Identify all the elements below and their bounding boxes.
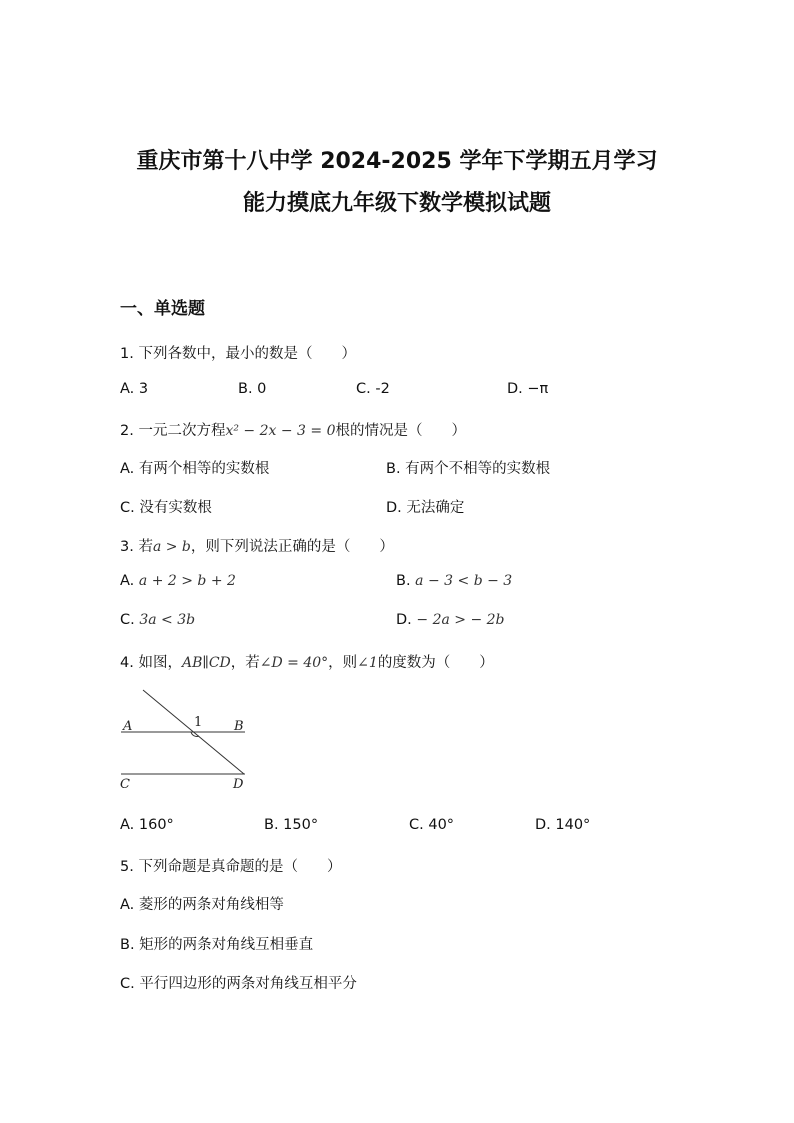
- question-1-stem: 1. 下列各数中，最小的数是（ ）: [120, 346, 356, 362]
- question-2-stem-prefix: 2. 一元二次方程: [120, 423, 226, 439]
- exam-title-line-2: 能力摸底九年级下数学模拟试题: [242, 191, 551, 216]
- question-3-option-a-label: A.: [120, 573, 135, 589]
- point-a-label: A: [123, 719, 133, 734]
- question-1-option-b: B. 0: [238, 381, 267, 397]
- question-4-stem-suffix: 的度数为（ ）: [377, 655, 494, 671]
- question-4-stem-mid2: ，则: [328, 655, 358, 671]
- question-3-option-b-label: B.: [396, 573, 411, 589]
- question-2-option-b: B. 有两个不相等的实数根: [386, 461, 551, 477]
- question-5-option-b: B. 矩形的两条对角线互相垂直: [120, 937, 314, 953]
- question-3-option-d: [396, 612, 505, 628]
- question-3-stem: [120, 535, 394, 556]
- question-4-option-c: C. 40°: [409, 817, 455, 833]
- question-3-option-c: [120, 612, 195, 628]
- question-5-stem: 5. 下列命题是真命题的是（ ）: [120, 859, 342, 875]
- question-2-option-a: A. 有两个相等的实数根: [120, 461, 270, 477]
- question-3-option-a: [120, 573, 236, 589]
- question-2-option-c: C. 没有实数根: [120, 500, 212, 516]
- question-4-stem-mid: ，若: [230, 655, 260, 671]
- point-d-label: D: [233, 777, 244, 792]
- question-3-option-c-math: 3a < 3b: [139, 612, 196, 628]
- question-3-option-c-label: C.: [120, 612, 135, 628]
- question-1-option-c: C. -2: [356, 381, 390, 397]
- question-4-option-b: B. 150°: [264, 817, 319, 833]
- question-3-option-b: [396, 573, 512, 589]
- question-2-stem-suffix: 根的情况是（ ）: [335, 423, 466, 439]
- question-4-stem-prefix: 4. 如图，: [120, 655, 182, 671]
- question-3-stem-prefix: 3. 若: [120, 539, 153, 555]
- question-1-option-a: A. 3: [120, 381, 149, 397]
- question-4-option-d: D. 140°: [535, 817, 591, 833]
- question-4-angle-d: ∠D = 40°: [259, 655, 329, 671]
- question-3-option-b-math: a − 3 < b − 3: [415, 573, 513, 589]
- exam-title-line-1: 重庆市第十八中学 2024-2025 学年下学期五月学习: [136, 149, 658, 174]
- question-3-option-d-math: − 2a > − 2b: [416, 612, 505, 628]
- question-2-stem: [120, 419, 466, 440]
- section-heading: 一、单选题: [120, 299, 205, 319]
- question-4-option-a: A. 160°: [120, 817, 174, 833]
- question-3-stem-suffix: ，则下列说法正确的是（ ）: [190, 539, 394, 555]
- question-4-angle-1: ∠1: [357, 655, 378, 671]
- point-c-label: C: [120, 777, 130, 792]
- question-1-option-d: D. −π: [507, 381, 549, 397]
- question-4-parallel: AB∥CD: [181, 655, 231, 671]
- angle-1-label: 1: [194, 715, 203, 730]
- question-3-option-d-label: D.: [396, 612, 412, 628]
- question-2-option-d: D. 无法确定: [386, 500, 465, 516]
- question-5-option-c: C. 平行四边形的两条对角线互相平分: [120, 976, 357, 992]
- question-4-figure: [115, 686, 255, 796]
- question-3-option-a-math: a + 2 > b + 2: [138, 573, 236, 589]
- question-5-option-a: A. 菱形的两条对角线相等: [120, 897, 284, 913]
- point-b-label: B: [234, 719, 244, 734]
- question-3-condition: a > b: [152, 539, 191, 555]
- question-2-equation: x² − 2x − 3 = 0: [225, 423, 336, 439]
- question-4-stem: [120, 651, 494, 672]
